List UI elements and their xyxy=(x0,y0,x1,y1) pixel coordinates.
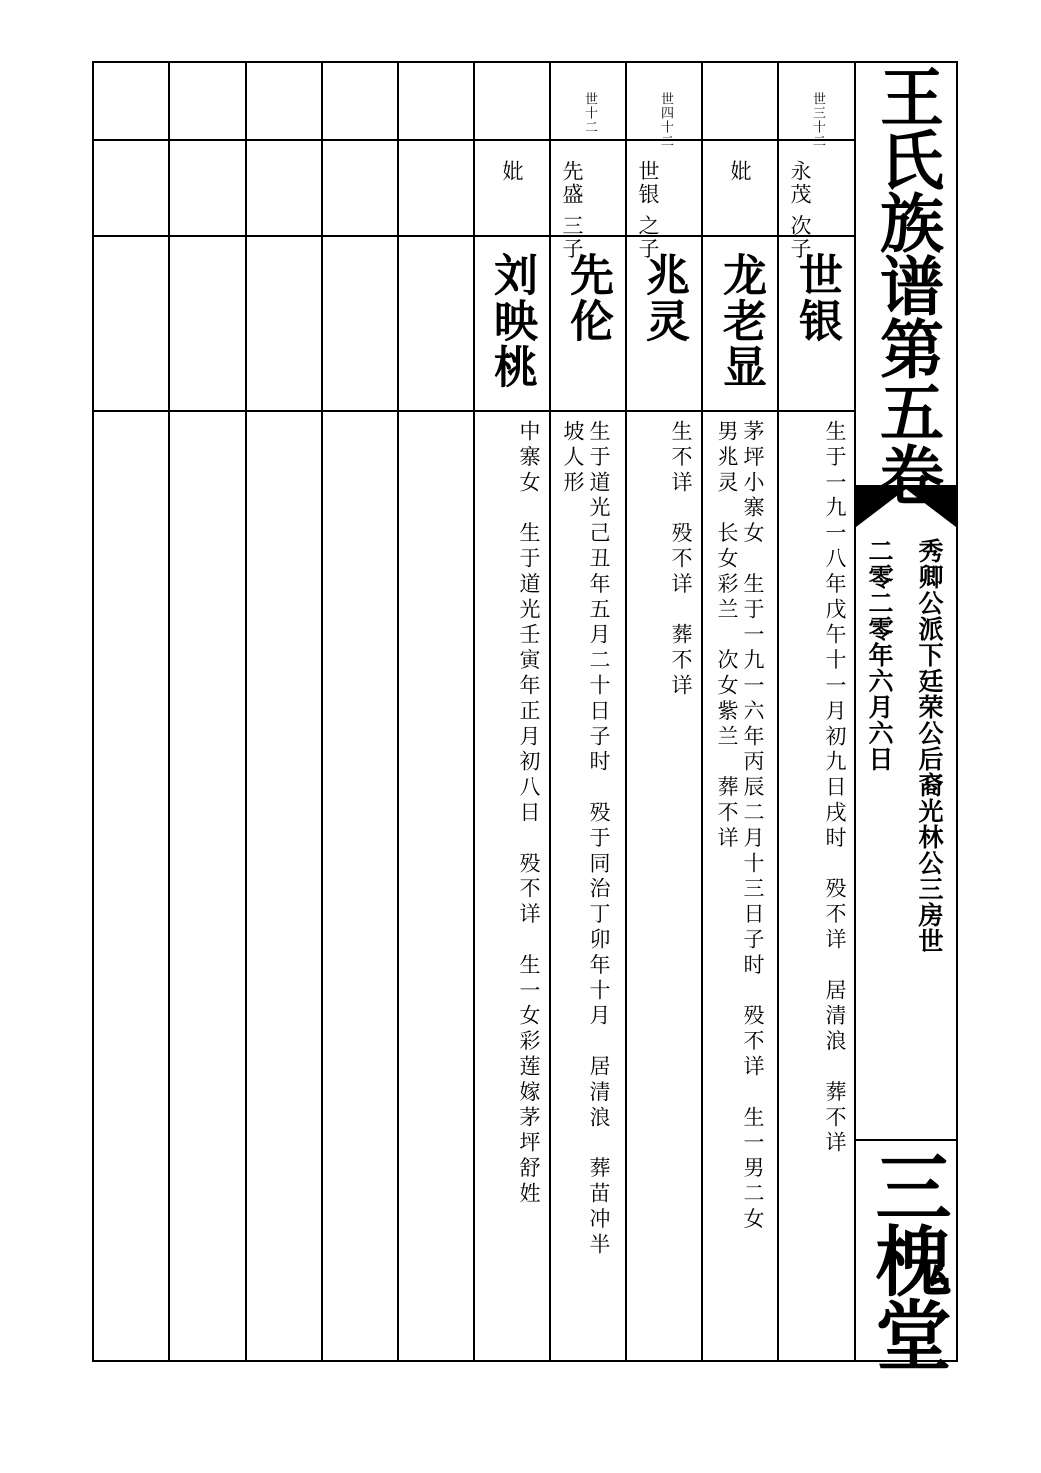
column-divider xyxy=(397,61,399,1362)
relation-label: 妣 xyxy=(500,160,524,183)
column-divider xyxy=(168,61,170,1362)
side-divider xyxy=(854,1139,958,1141)
biography: 生于一九一八年戊午十一月初九日戌时 殁不详 居清浪 葬不详 xyxy=(823,420,847,1157)
column-divider xyxy=(321,61,323,1362)
hall-name: 三槐堂 xyxy=(863,1148,952,1370)
column-divider xyxy=(701,61,703,1362)
side-panel-divider xyxy=(854,61,856,1362)
generation-label: 世三十二 xyxy=(810,92,825,148)
row-divider xyxy=(92,235,856,237)
relation-label: 永茂 次子 xyxy=(788,160,812,261)
person-name: 先伦 xyxy=(562,252,613,344)
generation-label: 世四十二 xyxy=(658,92,673,148)
column-divider xyxy=(777,61,779,1362)
generation-label: 世十二 xyxy=(582,92,597,134)
relation-label: 妣 xyxy=(728,160,752,183)
book-title: 王氏族谱第五卷 xyxy=(869,64,944,505)
relation-label: 先盛 三子 xyxy=(560,160,584,261)
person-name: 兆灵 xyxy=(638,252,689,344)
person-name: 龙老显 xyxy=(715,252,766,390)
row-divider xyxy=(92,410,856,412)
relation-label: 世银 之子 xyxy=(636,160,660,261)
column-divider xyxy=(245,61,247,1362)
biography: 中寨女 生于道光壬寅年正月初八日 殁不详 生一女彩莲嫁茅坪舒姓 xyxy=(517,420,541,1208)
column-divider xyxy=(549,61,551,1362)
branch-line: 秀卿公派下廷荣公后裔光林公三房世 xyxy=(915,538,944,954)
person-name: 世银 xyxy=(791,252,842,344)
column-divider xyxy=(473,61,475,1362)
biography: 茅坪小寨女 生于一九一六年丙辰二月十三日子时 殁不详 生一男二女 男兆灵 长女彩兰 次女紫兰 葬不详 xyxy=(715,420,765,1233)
column-divider xyxy=(625,61,627,1362)
biography: 生不详 殁不详 葬不详 xyxy=(669,420,693,700)
row-divider xyxy=(92,139,856,141)
person-name: 刘映桃 xyxy=(486,252,537,390)
compile-date: 二零二零年六月六日 xyxy=(865,538,894,772)
biography: 生于道光己丑年五月二十日子时 殁于同治丁卯年十月 居清浪 葬苗冲半 坡人形 xyxy=(561,420,611,1259)
